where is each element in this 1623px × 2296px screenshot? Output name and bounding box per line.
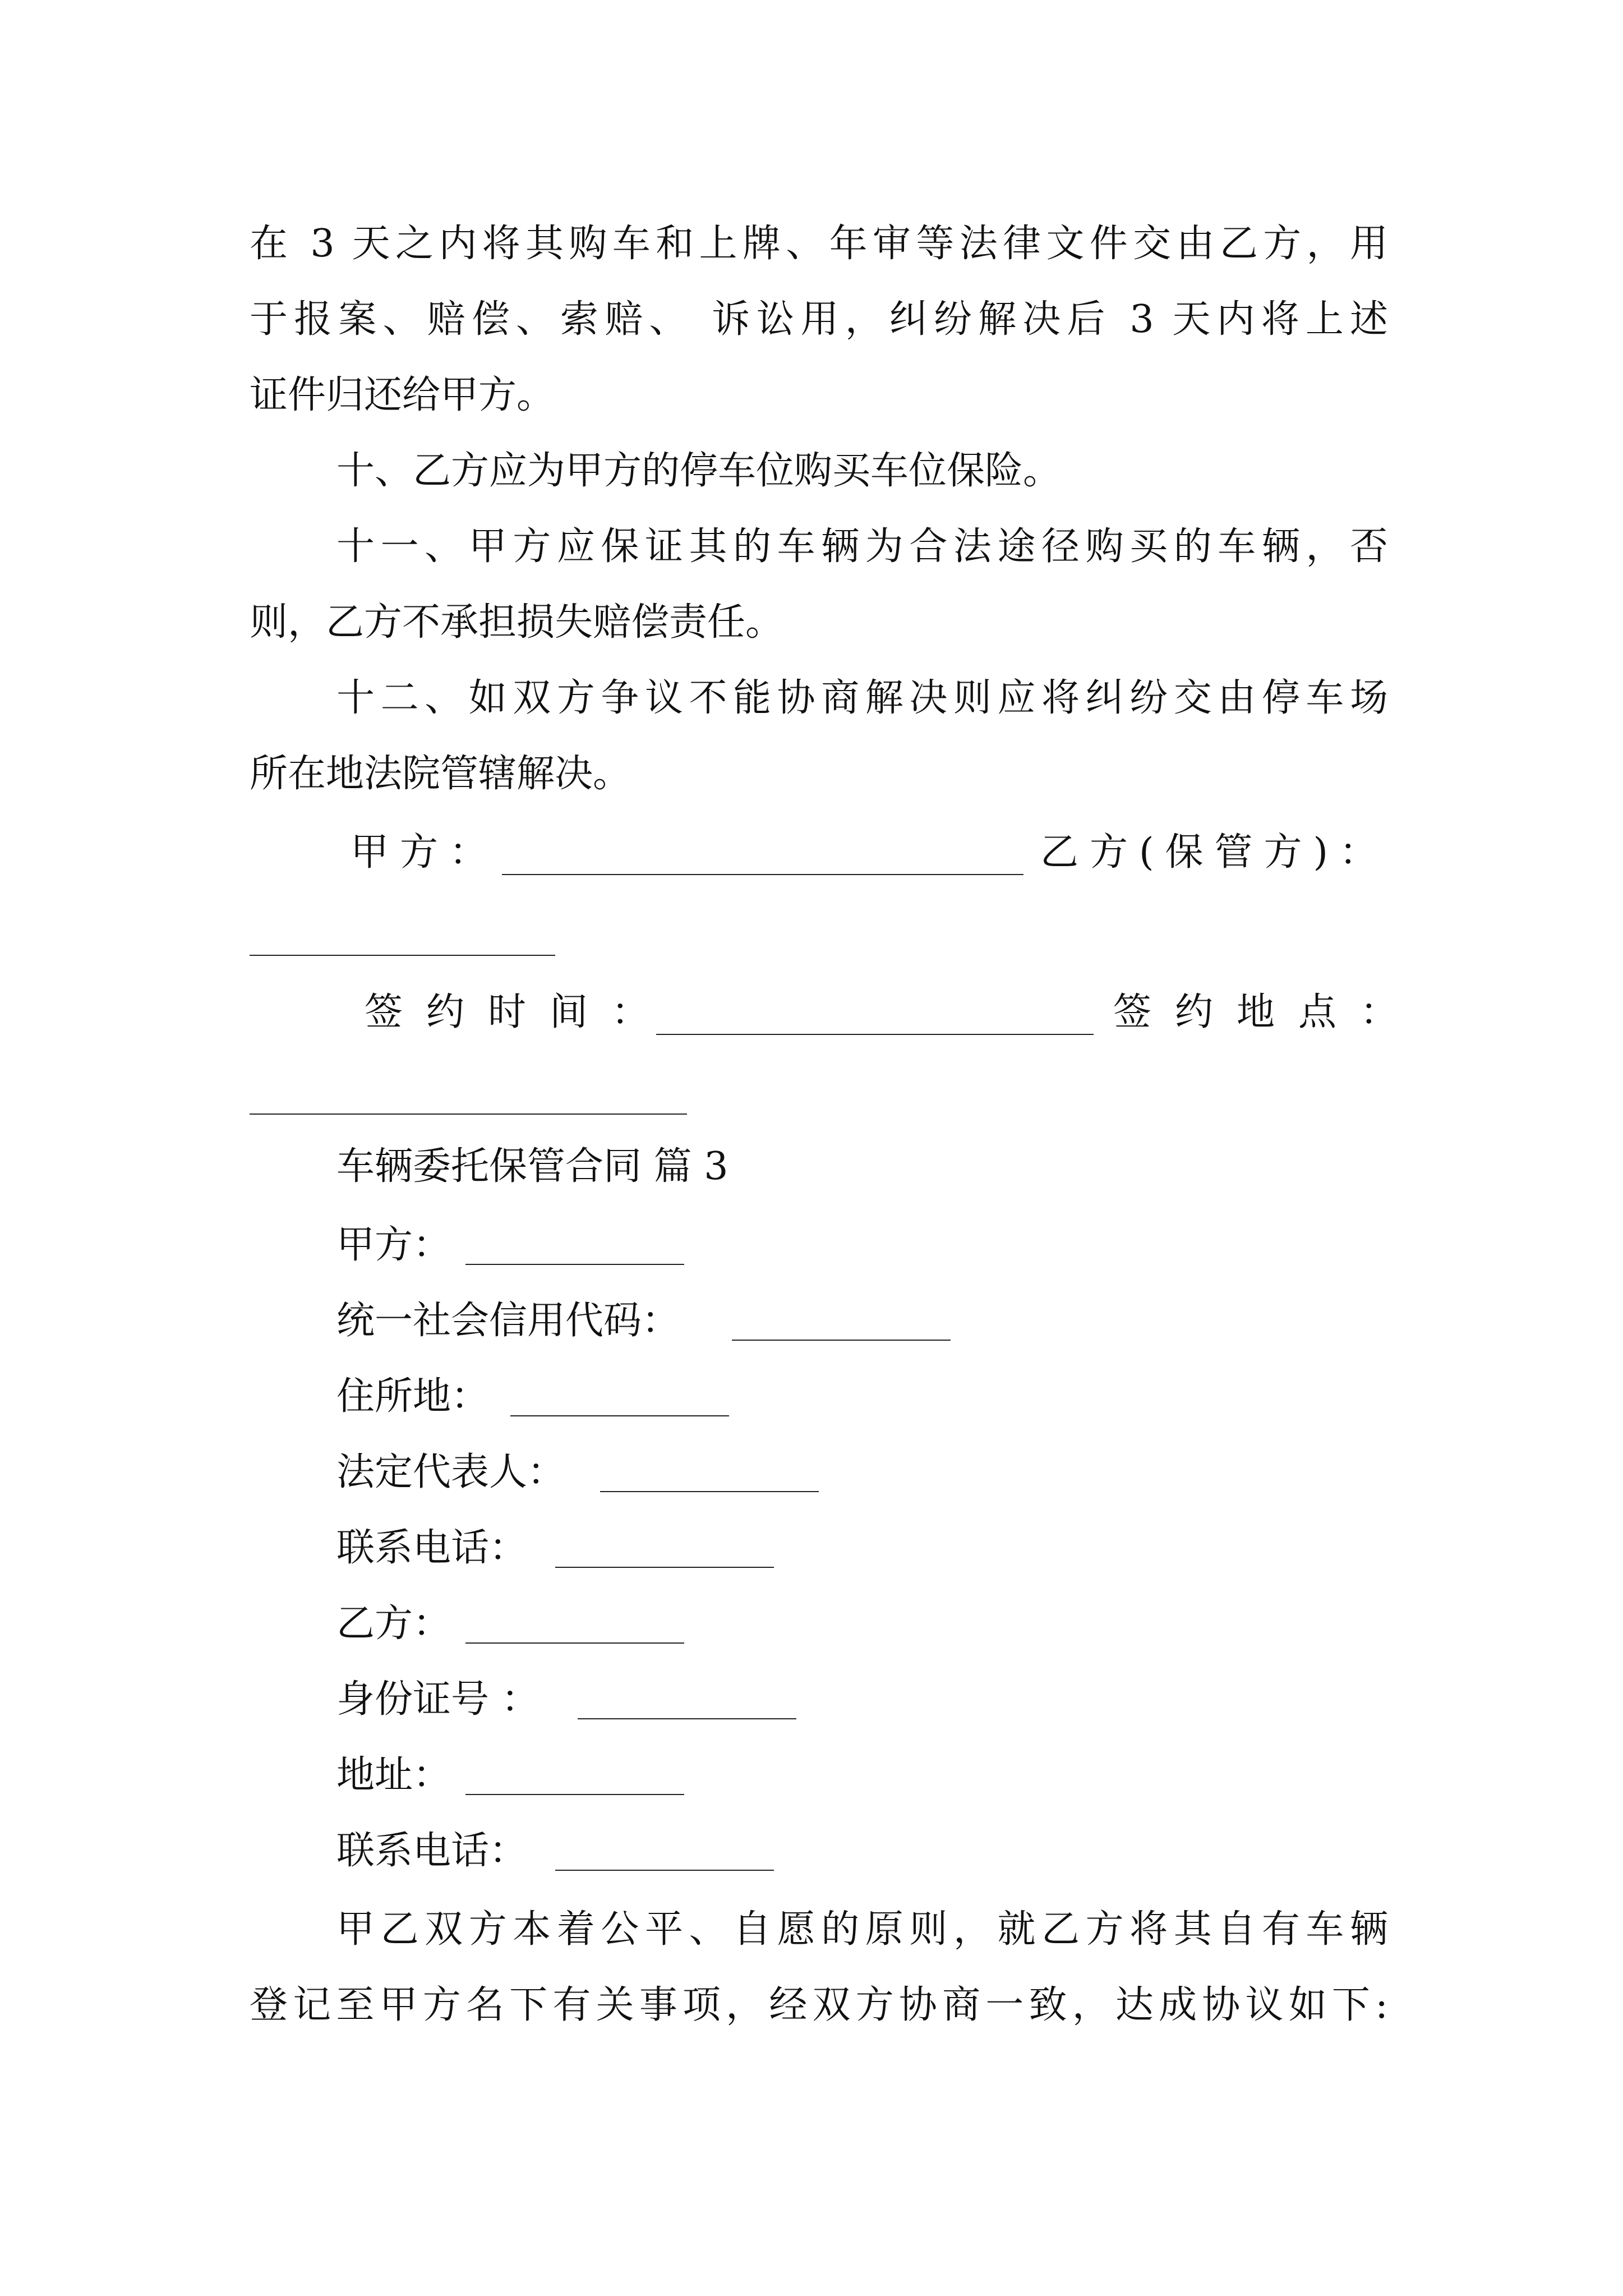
field-domicile: 住所地： — [336, 1374, 490, 1419]
clause-11-line: 则，乙方不承担损失赔偿责任。 — [250, 600, 784, 645]
field-legal-rep-blank — [600, 1491, 819, 1492]
sign-time-blank — [656, 1034, 1094, 1035]
contract-title: 车辆委托保管合同 篇 3 — [336, 1144, 728, 1189]
field-party-b-blank — [465, 1642, 684, 1644]
field-id-number: 身份证号 ： — [336, 1677, 540, 1722]
clause-10: 十、乙方应为甲方的停车位购买车位保险。 — [336, 449, 1062, 493]
sign-place-blank — [250, 1114, 687, 1115]
field-phone-b: 联系电话： — [336, 1829, 528, 1873]
field-party-a: 甲方： — [336, 1223, 451, 1267]
field-address-blank — [465, 1794, 684, 1795]
intro-line: 甲乙双方本着公平、自愿的原则，就乙方将其自有车辆 — [336, 1907, 1388, 1952]
field-party-b: 乙方： — [336, 1602, 451, 1646]
field-domicile-blank — [510, 1415, 729, 1416]
field-id-number-blank — [578, 1718, 796, 1719]
field-credit-code-blank — [732, 1340, 951, 1341]
party-a-label: 甲方： — [351, 830, 499, 875]
clause-11-line: 十一、甲方应保证其的车辆为合法途径购买的车辆，否 — [336, 524, 1388, 569]
clause-12-line: 所在地法院管辖解决。 — [250, 752, 631, 796]
paragraph-line: 在 3 天之内将其购车和上牌、年审等法律文件交由乙方，用 — [250, 222, 1388, 266]
party-a-blank — [502, 874, 1023, 875]
intro-line: 登记至甲方名下有关事项，经双方协商一致，达成协议如下: — [250, 1983, 1388, 2027]
paragraph-line: 证件归还给甲方。 — [250, 373, 555, 417]
field-phone-a: 联系电话： — [336, 1526, 528, 1570]
party-b-label: 乙方(保管方)： — [1040, 830, 1389, 875]
paragraph-line: 于报案、赔偿、索赔、 诉讼用，纠纷解决后 3 天内将上述 — [250, 297, 1388, 342]
field-credit-code: 统一社会信用代码： — [336, 1299, 680, 1343]
field-legal-rep: 法定代表人： — [336, 1450, 566, 1494]
field-phone-b-blank — [555, 1870, 774, 1871]
field-address: 地址： — [336, 1753, 451, 1797]
sign-time-label: 签约时间： — [365, 990, 674, 1034]
clause-12-line: 十二、如双方争议不能协商解决则应将纠纷交由停车场 — [336, 676, 1388, 720]
field-party-a-blank — [465, 1264, 684, 1265]
party-b-blank — [250, 955, 555, 956]
sign-place-label: 签约地点： — [1113, 990, 1422, 1034]
field-phone-a-blank — [555, 1567, 774, 1568]
